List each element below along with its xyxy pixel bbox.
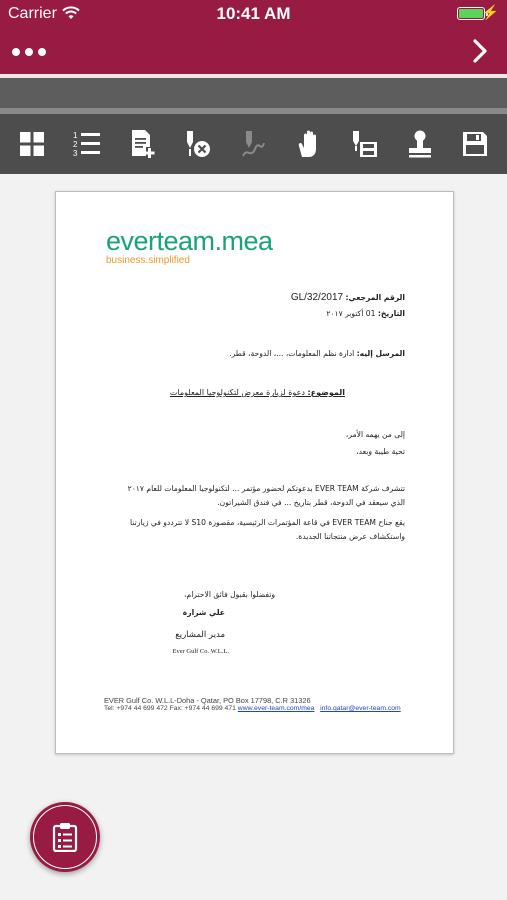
save-button[interactable]: [455, 124, 495, 164]
date-value: 01 أكتوبر ٢٠١٧: [326, 309, 376, 318]
footer-email-link[interactable]: info.qatar@ever-team.com: [320, 705, 401, 712]
cancel-sign-button[interactable]: [178, 124, 218, 164]
subject-line: [170, 388, 345, 397]
clipboard-icon: [52, 822, 78, 852]
document-footer: [104, 697, 404, 713]
more-options-button[interactable]: [12, 42, 48, 62]
company-logo: [106, 226, 273, 266]
new-document-icon: [129, 129, 157, 159]
document-viewer[interactable]: [0, 174, 507, 900]
svg-text:1: 1: [73, 131, 78, 140]
signer-name: علي شرارة: [182, 608, 225, 617]
stop-button[interactable]: [289, 124, 329, 164]
document-page: [55, 191, 454, 754]
numbered-list-icon: [72, 130, 102, 158]
paragraph-2-line-2: واستكشاف عرض منتجاتنا الجديدة.: [295, 532, 405, 541]
footer-address: EVER Gulf Co. W.L.L-Doha - Qatar, PO Box 17798, C.R 31326: [104, 696, 311, 705]
carrier-label: Carrier: [8, 5, 57, 22]
reference-line: [291, 292, 405, 303]
stamp-button[interactable]: [400, 124, 440, 164]
date-label: التاريخ:: [377, 309, 405, 318]
more-dots-icon: [12, 48, 20, 56]
status-bar: [0, 0, 507, 28]
svg-text:3: 3: [73, 149, 78, 158]
date-line: [326, 309, 405, 318]
more-dot-2: [25, 48, 33, 56]
signer-company: Ever Gulf Co. W.L.L.: [172, 648, 229, 655]
cancel-sign-icon: [183, 129, 213, 159]
new-document-button[interactable]: [123, 124, 163, 164]
secondary-bar: [0, 78, 507, 108]
chevron-right-icon[interactable]: [469, 38, 491, 64]
document-toolbar: [0, 114, 507, 174]
reference-value: GL/32/2017: [290, 292, 344, 303]
charging-icon: ⚡: [481, 4, 499, 20]
more-dot-3: [38, 48, 46, 56]
closing-line: وتفضلوا بقبول فائق الاحترام،: [184, 590, 275, 599]
signer-title: مدير المشاريع: [175, 630, 225, 640]
stamp-icon: [406, 129, 434, 159]
sign-button[interactable]: [233, 124, 273, 164]
subject-label: الموضوع:: [307, 388, 345, 397]
scan-save-icon: [349, 129, 379, 159]
scan-save-button[interactable]: [344, 124, 384, 164]
footer-phone: Tel: +974 44 699 472 Fax: +974 44 699 471: [104, 705, 238, 712]
paragraph-1-line-1: تتشرف شركة EVER TEAM بدعوتكم لحضور مؤتمر ... لتكنولوجيا المعلومات للعام ٢٠١٧: [127, 484, 405, 493]
paragraph-2-line-1: يقع جناح EVER TEAM في قاعة المؤتمرات الرئيسية، مقصورة S10 لا تترددو في زيارتنا: [130, 518, 405, 527]
svg-text:2: 2: [73, 140, 78, 149]
recipient-value: ادارة نظم المعلومات، ...، الدوحة، قطر.: [229, 349, 355, 358]
paragraph-1-line-2: الذي سيعقد في الدوحة، قطر بتاريخ ... في فندق الشيراتون.: [217, 498, 405, 507]
subject-value: دعوة لزيارة معرض لتكنولوجيا المعلومات: [169, 388, 305, 397]
navigation-bar: [0, 28, 507, 74]
footer-website-link[interactable]: www.ever-team.com/mea: [237, 705, 315, 712]
greeting-line-1: إلى من يهمه الأمر،: [345, 430, 405, 439]
recipient-line: [229, 349, 405, 358]
footer-contact: [104, 705, 404, 713]
logo-text: everteam.mea: [106, 226, 273, 256]
recipient-label: المرسل إليه:: [356, 349, 405, 358]
grid-view-button[interactable]: [12, 124, 52, 164]
numbered-list-button[interactable]: [67, 124, 107, 164]
clipboard-action-button[interactable]: [30, 802, 100, 872]
greeting-line-2: تحية طيبة وبعد،: [356, 447, 405, 456]
logo-tagline: business.simplified: [106, 255, 190, 266]
clock: 10:41 AM: [216, 4, 291, 23]
save-icon: [462, 131, 488, 157]
stop-hand-icon: [294, 129, 324, 159]
grid-view-icon: [19, 131, 45, 157]
reference-label: الرقم المرجعي:: [345, 293, 405, 302]
sign-disabled-icon: [239, 129, 267, 159]
